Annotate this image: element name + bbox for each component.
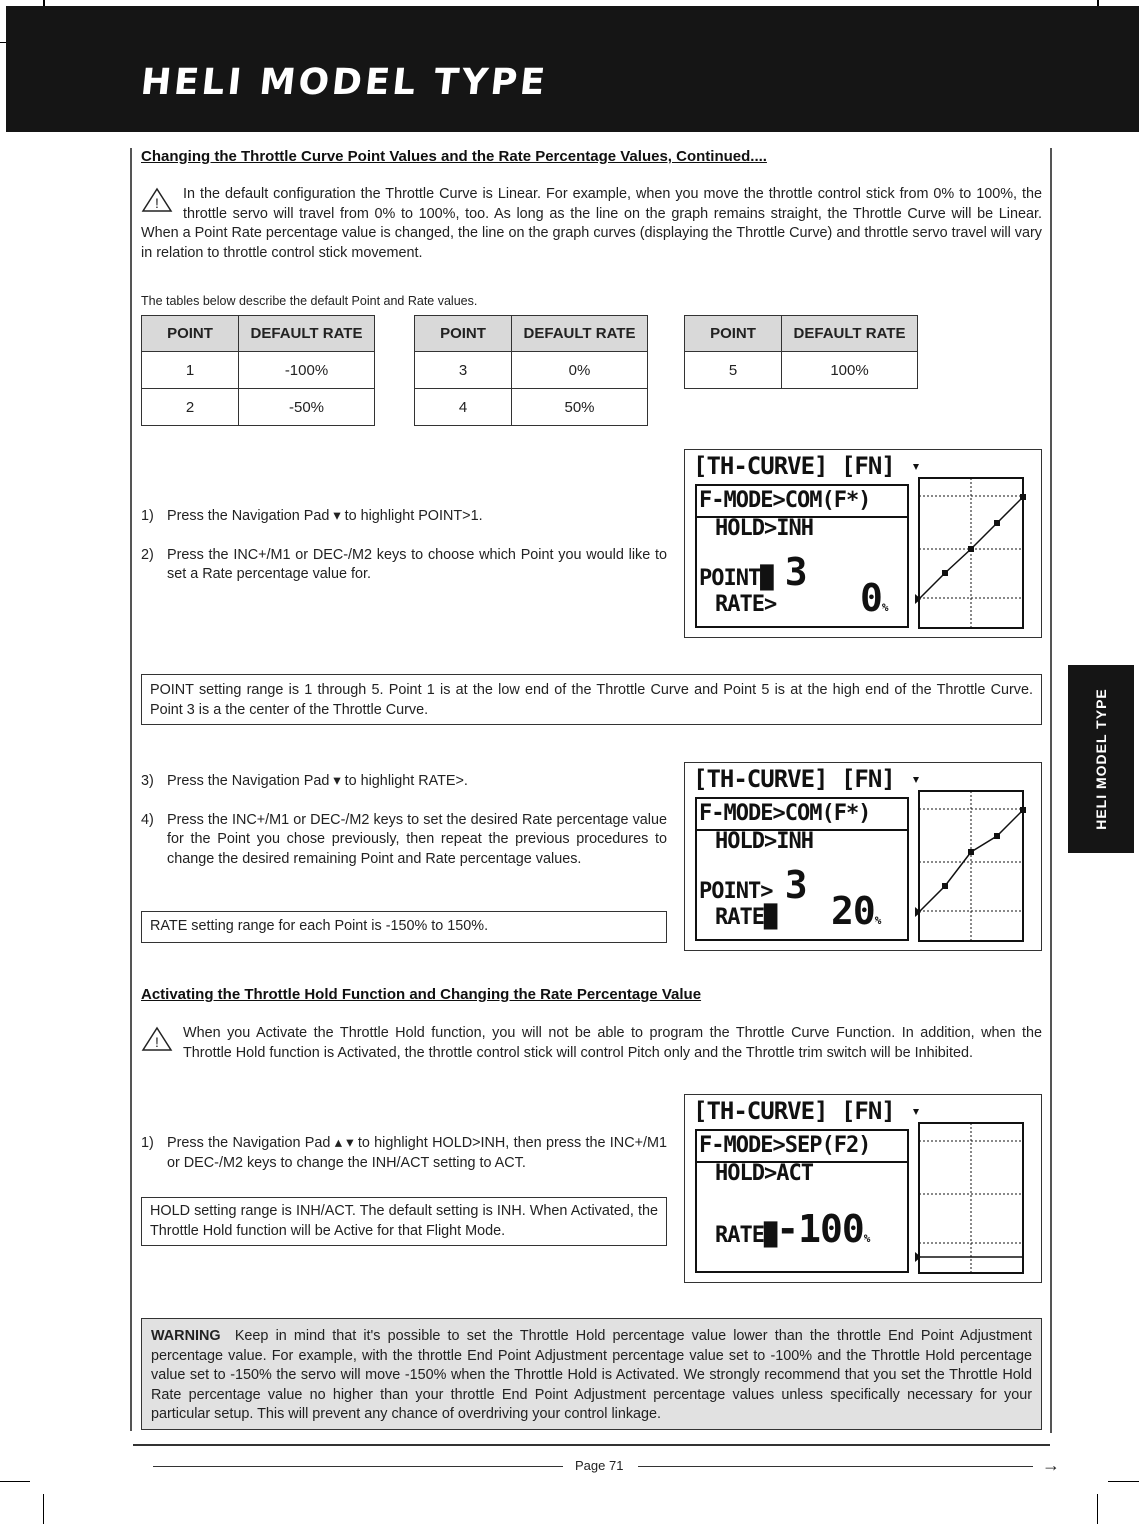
lcd-mode: F-MODE>COM(F*) xyxy=(695,484,909,518)
col-default-rate: DEFAULT RATE xyxy=(782,316,918,352)
lcd-percent: % xyxy=(881,601,888,614)
lcd-rate-value: 20 xyxy=(831,889,875,933)
step-text: Press the Navigation Pad ▾ to highlight POINT>1. xyxy=(167,508,483,524)
svg-text:!: ! xyxy=(155,195,159,211)
step-text: Press the INC+/M1 or DEC-/M2 keys to set the desired Rate percentage value for the Point you chose previously, then repeat the previous procedures to change the desired remaining Point and Rate percentage values. xyxy=(167,811,667,867)
lcd-point-value: 3 xyxy=(784,550,807,594)
crop-mark xyxy=(43,1494,44,1524)
warning-text: Keep in mind that it's possible to set the Throttle Hold percentage value lower than the throttle End Point Adjustment percentage value. For example, with the throttle End Point Adjustment percentage value set to -100% and the Throttle Hold percentage value set to -150% the servo will move -150% when the Throttle Hold is Activated. We strongly recommend that you set the Throttle Hold Rate percentage value no higher than your throttle End Point Adjustment percentage values unless specifically necessary for your particular setup. This will prevent any chance of overdriving your control linkage. xyxy=(151,1328,1032,1422)
step-number: 2) xyxy=(141,546,154,563)
page-title: HELI MODEL TYPE xyxy=(138,62,550,103)
side-tab-label: HELI MODEL TYPE xyxy=(1093,688,1109,830)
footer-line-left xyxy=(153,1466,563,1467)
cell-rate: -100% xyxy=(239,352,375,389)
lcd-screen-rate xyxy=(684,762,1042,951)
cell-rate: 100% xyxy=(782,352,918,389)
caution-text: In the default configuration the Throttle Curve is Linear. For example, when you move the throttle control stick from 0% to 100%, the throttle servo will travel from 0% to 100%, too. As long as the line on the graph remains straight, the Throttle Curve will be Linear. When a Point Rate percentage value is changed, the line on the graph curves (displaying the Throttle Curve) and throttle servo travel will vary in relation to throttle control stick movement. xyxy=(141,186,1042,261)
footer-rule xyxy=(133,1444,1050,1446)
next-arrow-icon: → xyxy=(1042,1455,1060,1475)
step-text: Press the Navigation Pad ▴ ▾ to highlight HOLD>INH, then press the INC+/M1 or DEC-/M2 keys to change the INH/ACT setting to ACT. xyxy=(167,1135,667,1171)
rate-range-box: RATE setting range for each Point is -150% to 150%. xyxy=(141,911,667,943)
lcd-mode: F-MODE>SEP(F2) xyxy=(695,1129,909,1163)
step-number: 4) xyxy=(141,811,154,828)
lcd-rate-line xyxy=(860,576,888,620)
crop-mark xyxy=(1108,1481,1139,1482)
lcd-point-value: 3 xyxy=(784,863,807,907)
lcd-rate-line xyxy=(715,1207,869,1251)
lcd-rate-value: -100 xyxy=(776,1207,864,1251)
warning-triangle-icon xyxy=(141,1026,173,1052)
point-rate-table-a xyxy=(141,315,375,426)
tables-intro: The tables below describe the default Point and Rate values. xyxy=(141,294,478,308)
right-rule xyxy=(1050,148,1052,1433)
lcd-percent: % xyxy=(863,1232,870,1245)
side-tab xyxy=(1068,665,1134,853)
warning-box xyxy=(141,1318,1042,1430)
page-number: Page 71 xyxy=(575,1458,624,1473)
throttle-curve-graph xyxy=(913,777,1031,943)
lcd-cursor: █ xyxy=(760,566,773,591)
table-row xyxy=(685,352,918,389)
lcd-cursor: █ xyxy=(763,905,777,930)
throttle-hold-graph xyxy=(913,1109,1031,1275)
step-item xyxy=(141,772,667,792)
step-number: 1) xyxy=(141,1135,154,1151)
warning-label: WARNING xyxy=(151,1328,221,1344)
lcd-mode: F-MODE>COM(F*) xyxy=(695,797,909,831)
col-point: POINT xyxy=(685,316,782,352)
section-heading: Changing the Throttle Curve Point Values and the Rate Percentage Values, Continued.... xyxy=(141,148,767,165)
lcd-title: [TH-CURVE] [FN] xyxy=(693,1097,895,1125)
point-range-box: POINT setting range is 1 through 5. Point 1 is at the low end of the Throttle Curve and Point 5 is at the high end of the Throttle Curve. Point 3 is a the center of the Throttle Curve. xyxy=(141,674,1042,725)
step-item xyxy=(141,1134,667,1173)
lcd-screen-hold xyxy=(684,1094,1042,1283)
warning-triangle-icon xyxy=(141,187,173,213)
step-item xyxy=(141,546,667,585)
step-item xyxy=(141,811,667,870)
point-rate-table-c xyxy=(684,315,918,389)
caution-text: When you Activate the Throttle Hold function, you will not be able to program the Throttle Curve Function. In addition, when the Throttle Hold function is Activated, the throttle control stick will control Pitch only and the Throttle trim switch will be Inhibited. xyxy=(183,1025,1042,1061)
footer-line-right xyxy=(638,1466,1033,1467)
section-heading: Activating the Throttle Hold Function and Changing the Rate Percentage Value xyxy=(141,986,702,1003)
cell-point: 3 xyxy=(415,352,512,389)
left-rule xyxy=(130,148,132,1431)
step-number: 3) xyxy=(141,773,154,789)
lcd-point-label: POINT> xyxy=(699,879,773,904)
lcd-rate-line xyxy=(831,889,880,933)
lcd-rate-label: RATE> xyxy=(715,592,777,617)
lcd-screen-point xyxy=(684,449,1042,638)
steps-hold xyxy=(141,1134,667,1192)
lcd-title: [TH-CURVE] [FN] xyxy=(693,452,895,480)
cell-rate: 50% xyxy=(512,389,648,426)
lcd-hold: HOLD>INH xyxy=(715,829,813,854)
cell-rate: -50% xyxy=(239,389,375,426)
throttle-curve-graph xyxy=(913,464,1031,630)
caution-note xyxy=(141,1024,1042,1063)
lcd-cursor: █ xyxy=(763,1223,777,1248)
crop-mark xyxy=(0,1481,30,1482)
lcd-hold: HOLD>INH xyxy=(715,516,813,541)
lcd-point-line xyxy=(699,863,807,907)
col-point: POINT xyxy=(415,316,512,352)
step-text: Press the INC+/M1 or DEC-/M2 keys to choose which Point you would like to set a Rate percentage value for. xyxy=(167,546,667,582)
lcd-rate-label: RATE xyxy=(715,1223,764,1248)
step-item xyxy=(141,507,667,527)
hold-range-box: HOLD setting range is INH/ACT. The default setting is INH. When Activated, the Throttle Hold function will be Active for that Flight Mode. xyxy=(141,1197,667,1246)
step-text: Press the Navigation Pad ▾ to highlight RATE>. xyxy=(167,773,468,789)
lcd-point-line xyxy=(699,550,807,594)
col-point: POINT xyxy=(142,316,239,352)
lcd-rate-value: 0 xyxy=(860,576,882,620)
steps-1-2 xyxy=(141,507,667,604)
cell-point: 2 xyxy=(142,389,239,426)
lcd-rate-label: RATE xyxy=(715,905,764,930)
lcd-percent: % xyxy=(874,914,881,927)
lcd-title: [TH-CURVE] [FN] xyxy=(693,765,895,793)
col-default-rate: DEFAULT RATE xyxy=(512,316,648,352)
table-row xyxy=(142,352,375,389)
point-rate-table-b xyxy=(414,315,648,426)
step-number: 1) xyxy=(141,508,154,524)
lcd-hold: HOLD>ACT xyxy=(715,1161,813,1186)
cell-point: 5 xyxy=(685,352,782,389)
cell-point: 1 xyxy=(142,352,239,389)
lcd-rate-label-line xyxy=(715,905,776,930)
cell-point: 4 xyxy=(415,389,512,426)
table-row xyxy=(415,389,648,426)
table-row xyxy=(142,389,375,426)
caution-note xyxy=(141,185,1042,263)
col-default-rate: DEFAULT RATE xyxy=(239,316,375,352)
table-row xyxy=(415,352,648,389)
cell-rate: 0% xyxy=(512,352,648,389)
svg-text:!: ! xyxy=(155,1034,159,1050)
crop-mark xyxy=(1097,1494,1098,1524)
steps-3-4 xyxy=(141,772,667,888)
lcd-point-label: POINT xyxy=(699,566,761,591)
